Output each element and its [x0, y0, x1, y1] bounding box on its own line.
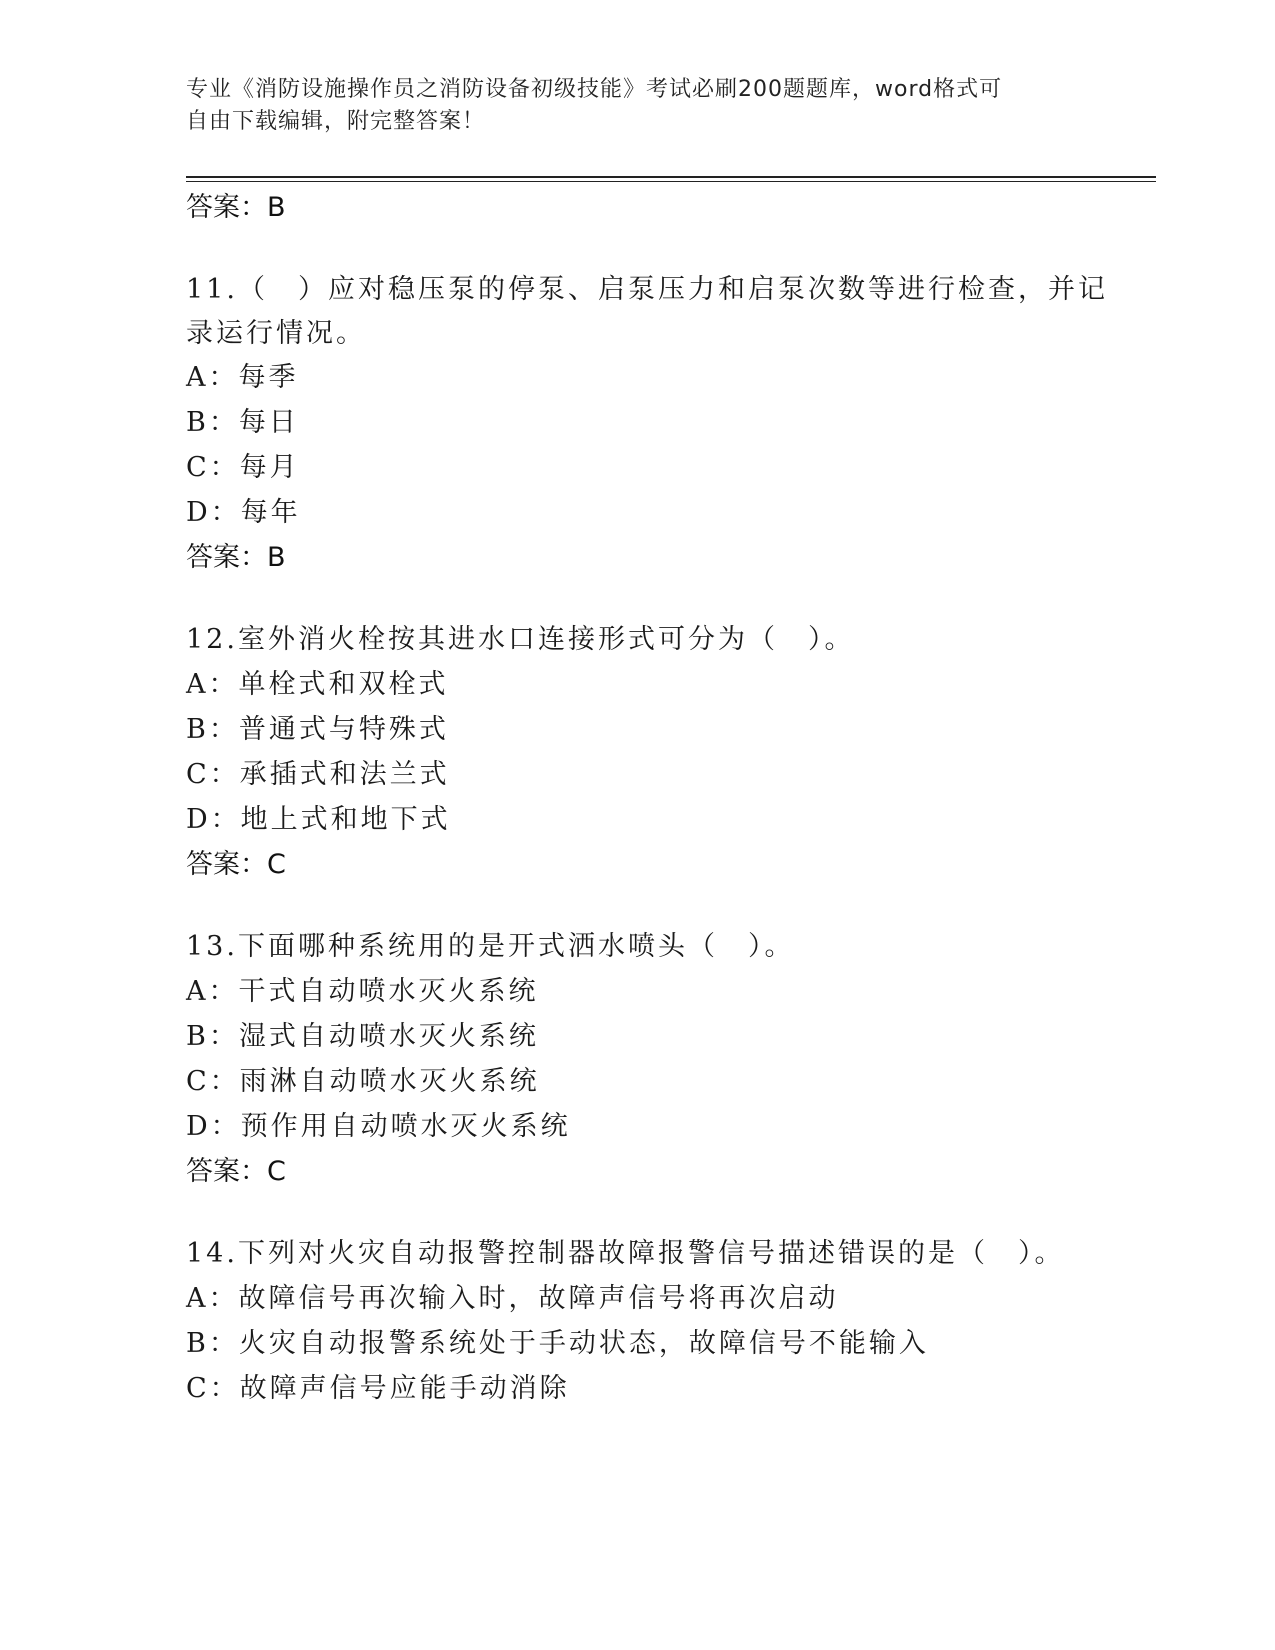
previous-answer: 答案：B: [186, 192, 286, 223]
question-13-option-b: B：湿式自动喷水灭火系统: [186, 1021, 539, 1052]
question-11-option-c: C：每月: [186, 452, 300, 483]
question-11-option-b: B：每日: [186, 407, 299, 438]
question-14-stem: 14.下列对火灾自动报警控制器故障报警信号描述错误的是（ ）。: [186, 1238, 1065, 1269]
question-13-stem: 13.下面哪种系统用的是开式洒水喷头（ ）。: [186, 931, 795, 962]
question-12-option-d: D：地上式和地下式: [186, 804, 451, 835]
question-11-option-d: D：每年: [186, 497, 301, 528]
question-11-answer: 答案：B: [186, 542, 286, 573]
question-12-stem: 12.室外消火栓按其进水口连接形式可分为（ ）。: [186, 624, 855, 655]
question-12-answer: 答案：C: [186, 849, 286, 880]
question-12-option-a: A：单栓式和双栓式: [186, 669, 449, 700]
question-13-option-a: A：干式自动喷水灭火系统: [186, 976, 539, 1007]
header-divider-thin: [186, 181, 1156, 182]
question-11-stem-line-1: 11.（ ）应对稳压泵的停泵、启泵压力和启泵次数等进行检查，并记: [186, 274, 1108, 305]
header-divider-thick: [186, 176, 1156, 178]
question-14-option-c: C：故障声信号应能手动消除: [186, 1373, 570, 1404]
question-11-option-a: A：每季: [186, 362, 299, 393]
question-14-option-a: A：故障信号再次输入时，故障声信号将再次启动: [186, 1283, 839, 1314]
question-13-option-c: C：雨淋自动喷水灭火系统: [186, 1066, 540, 1097]
question-11-stem-line-2: 录运行情况。: [186, 318, 366, 349]
question-13-answer: 答案：C: [186, 1156, 286, 1187]
question-14-option-b: B：火灾自动报警系统处于手动状态，故障信号不能输入: [186, 1328, 929, 1359]
header-line-1: 专业《消防设施操作员之消防设备初级技能》考试必刷200题题库，word格式可: [186, 77, 1003, 102]
question-12-option-b: B：普通式与特殊式: [186, 714, 449, 745]
header-line-2: 自由下载编辑，附完整答案！: [186, 109, 486, 134]
question-13-option-d: D：预作用自动喷水灭火系统: [186, 1111, 571, 1142]
document-header: [186, 74, 1066, 138]
question-12-option-c: C：承插式和法兰式: [186, 759, 450, 790]
